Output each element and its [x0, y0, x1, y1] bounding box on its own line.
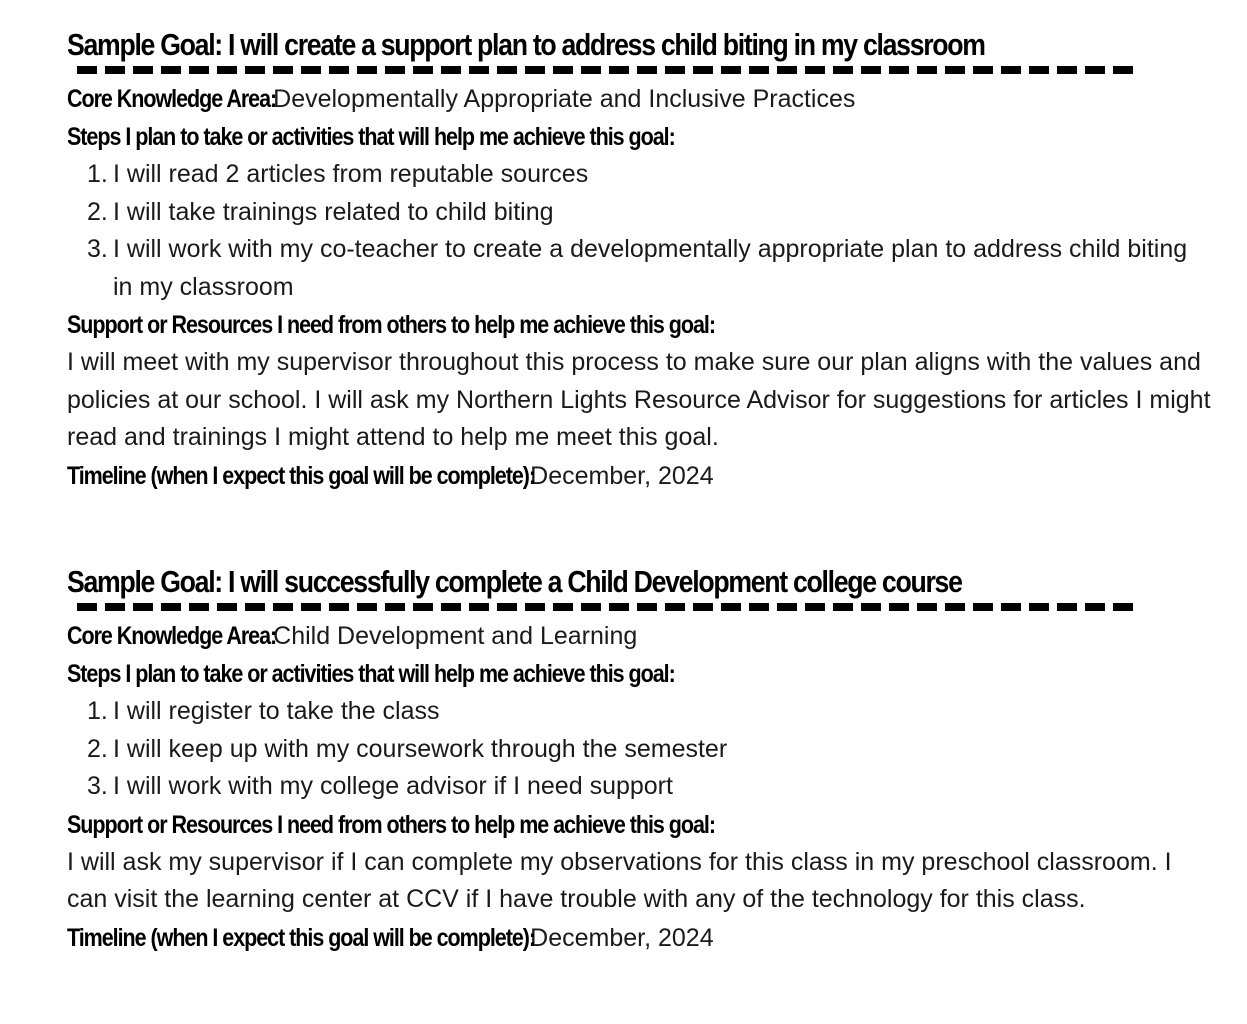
list-item-number: 2. [87, 734, 108, 763]
timeline-row [67, 919, 1227, 957]
list-item [67, 768, 1213, 806]
steps-list [67, 693, 1227, 806]
list-item [67, 731, 1213, 769]
goal-title: Sample Goal: I will create a support plan to address child biting in my classroom [67, 27, 985, 62]
timeline-value: December, 2024 [530, 923, 714, 952]
goal-title: Sample Goal: I will successfully complete a Child Development college course [67, 564, 962, 599]
list-item-text: I will keep up with my coursework through the semester [113, 734, 728, 763]
support-heading-row [67, 306, 1227, 344]
list-item [67, 156, 1213, 194]
support-text: I will ask my supervisor if I can complete my observations for this class in my preschool classroom. I can visit the learning center at CCV if I have trouble with any of the technology for this class. [67, 847, 1172, 913]
steps-list [67, 156, 1227, 306]
list-item-text: I will read 2 articles from reputable sources [113, 160, 589, 188]
goal-section-2 [67, 563, 1227, 957]
list-item [67, 693, 1213, 731]
core-knowledge-row [67, 80, 1227, 118]
timeline-label: Timeline (when I expect this goal will be complete): [67, 923, 536, 952]
list-item-text: I will register to take the class [113, 697, 440, 725]
list-item-number: 2. [87, 197, 108, 226]
core-knowledge-label: Core Knowledge Area: [67, 85, 277, 113]
core-knowledge-value: Child Development and Learning [273, 622, 638, 650]
list-item-number: 1. [87, 160, 108, 188]
steps-heading-row [67, 118, 1227, 156]
support-label: Support or Resources I need from others to help me achieve this goal: [67, 311, 715, 339]
list-item-number: 1. [87, 697, 108, 725]
core-knowledge-row [67, 617, 1227, 655]
list-item-number: 3. [87, 772, 108, 800]
steps-label: Steps I plan to take or activities that will help me achieve this goal: [67, 660, 675, 688]
steps-label: Steps I plan to take or activities that will help me achieve this goal: [67, 123, 675, 151]
support-text: I will meet with my supervisor throughout this process to make sure our plan aligns with the values and policies at our school. I will ask my Northern Lights Resource Advisor for suggestions for articles I might read and trainings I might attend to help me meet this goal. [67, 348, 1211, 451]
list-item-text: I will work with my college advisor if I need support [113, 772, 673, 800]
list-item-number: 3. [87, 235, 108, 263]
list-item-text: I will work with my co-teacher to create a developmentally appropriate plan to address child biting in my classroom [113, 235, 1188, 301]
timeline-row [67, 457, 1227, 495]
list-item [67, 194, 1213, 232]
goal-section-1 [67, 26, 1227, 495]
dashed-divider [77, 66, 1134, 74]
list-item [67, 231, 1213, 306]
list-item-text: I will take trainings related to child biting [113, 197, 554, 226]
dashed-divider [77, 603, 1134, 611]
core-knowledge-value: Developmentally Appropriate and Inclusive Practices [273, 85, 856, 113]
timeline-label: Timeline (when I expect this goal will be complete): [67, 461, 536, 490]
support-label: Support or Resources I need from others to help me achieve this goal: [67, 810, 715, 839]
core-knowledge-label: Core Knowledge Area: [67, 622, 277, 650]
steps-heading-row [67, 655, 1227, 693]
support-heading-row [67, 806, 1227, 844]
timeline-value: December, 2024 [530, 461, 714, 490]
